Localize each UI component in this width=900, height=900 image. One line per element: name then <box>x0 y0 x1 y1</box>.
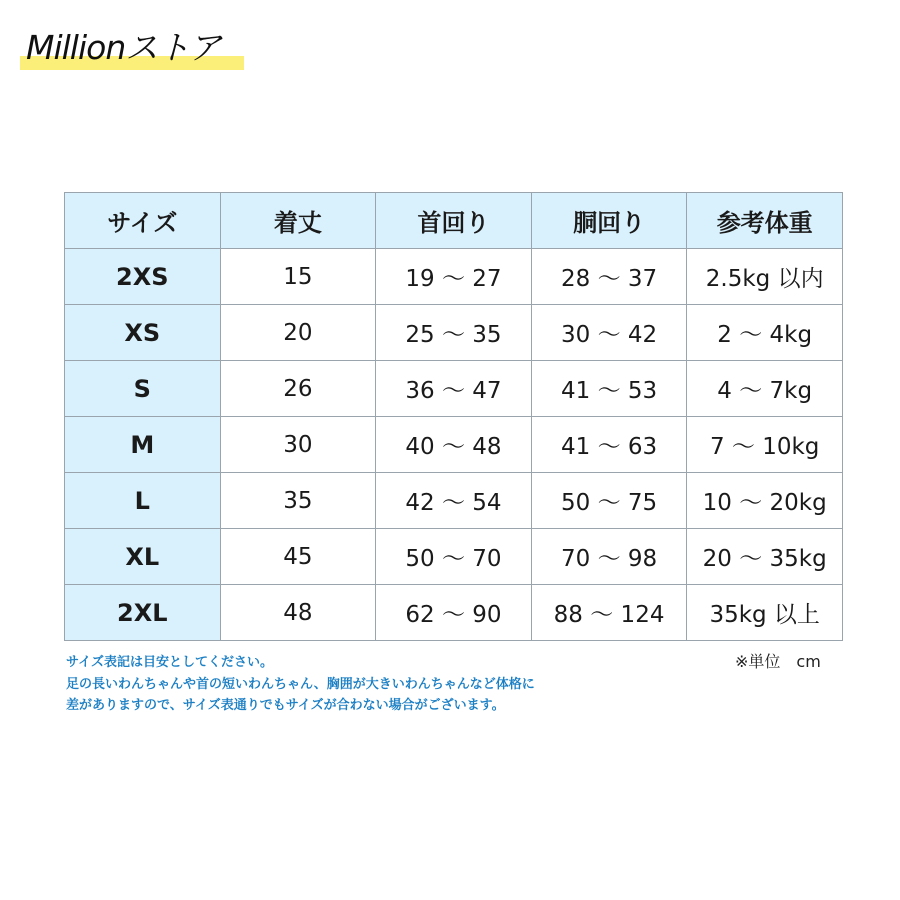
neck-value: 36 〜 47 <box>376 361 532 417</box>
table-row <box>65 305 843 361</box>
weight-value: 7 〜 10kg <box>687 417 843 473</box>
weight-value: 4 〜 7kg <box>687 361 843 417</box>
size-chart-table <box>64 192 843 641</box>
waist-value: 41 〜 53 <box>531 361 687 417</box>
length-value: 20 <box>220 305 376 361</box>
table-row <box>65 585 843 641</box>
length-value: 26 <box>220 361 376 417</box>
neck-value: 25 〜 35 <box>376 305 532 361</box>
size-label: 2XS <box>65 249 221 305</box>
table-row <box>65 249 843 305</box>
note-line: 差がありますので、サイズ表通りでもサイズが合わない場合がございます。 <box>66 698 505 713</box>
waist-value: 41 〜 63 <box>531 417 687 473</box>
neck-value: 19 〜 27 <box>376 249 532 305</box>
length-value: 30 <box>220 417 376 473</box>
table-header-row <box>65 193 843 249</box>
weight-value: 35kg 以上 <box>687 585 843 641</box>
waist-value: 30 〜 42 <box>531 305 687 361</box>
length-value: 45 <box>220 529 376 585</box>
neck-value: 40 〜 48 <box>376 417 532 473</box>
weight-value: 2.5kg 以内 <box>687 249 843 305</box>
table-row <box>65 417 843 473</box>
brand-name: Millionストア <box>26 28 221 67</box>
length-value: 48 <box>220 585 376 641</box>
note-line: 足の長いわんちゃんや首の短いわんちゃん、胸囲が大きいわんちゃんなど体格に <box>66 676 535 692</box>
neck-value: 42 〜 54 <box>376 473 532 529</box>
header-length: 着丈 <box>220 193 376 249</box>
brand-logo <box>18 26 244 76</box>
size-label: XL <box>65 529 221 585</box>
table-row <box>65 361 843 417</box>
length-value: 15 <box>220 249 376 305</box>
waist-value: 28 〜 37 <box>531 249 687 305</box>
size-notes <box>66 652 706 717</box>
neck-value: 62 〜 90 <box>376 585 532 641</box>
header-neck: 首回り <box>376 193 532 249</box>
header-waist: 胴回り <box>531 193 687 249</box>
neck-value: 50 〜 70 <box>376 529 532 585</box>
size-label: XS <box>65 305 221 361</box>
size-label: S <box>65 361 221 417</box>
size-label: L <box>65 473 221 529</box>
unit-note: ※単位 cm <box>735 652 821 671</box>
weight-value: 10 〜 20kg <box>687 473 843 529</box>
waist-value: 70 〜 98 <box>531 529 687 585</box>
weight-value: 2 〜 4kg <box>687 305 843 361</box>
table-row <box>65 529 843 585</box>
header-weight: 参考体重 <box>687 193 843 249</box>
waist-value: 88 〜 124 <box>531 585 687 641</box>
header-size: サイズ <box>65 193 221 249</box>
table-row <box>65 473 843 529</box>
weight-value: 20 〜 35kg <box>687 529 843 585</box>
size-label: 2XL <box>65 585 221 641</box>
length-value: 35 <box>220 473 376 529</box>
waist-value: 50 〜 75 <box>531 473 687 529</box>
size-label: M <box>65 417 221 473</box>
note-line: サイズ表記は目安としてください。 <box>66 655 273 670</box>
